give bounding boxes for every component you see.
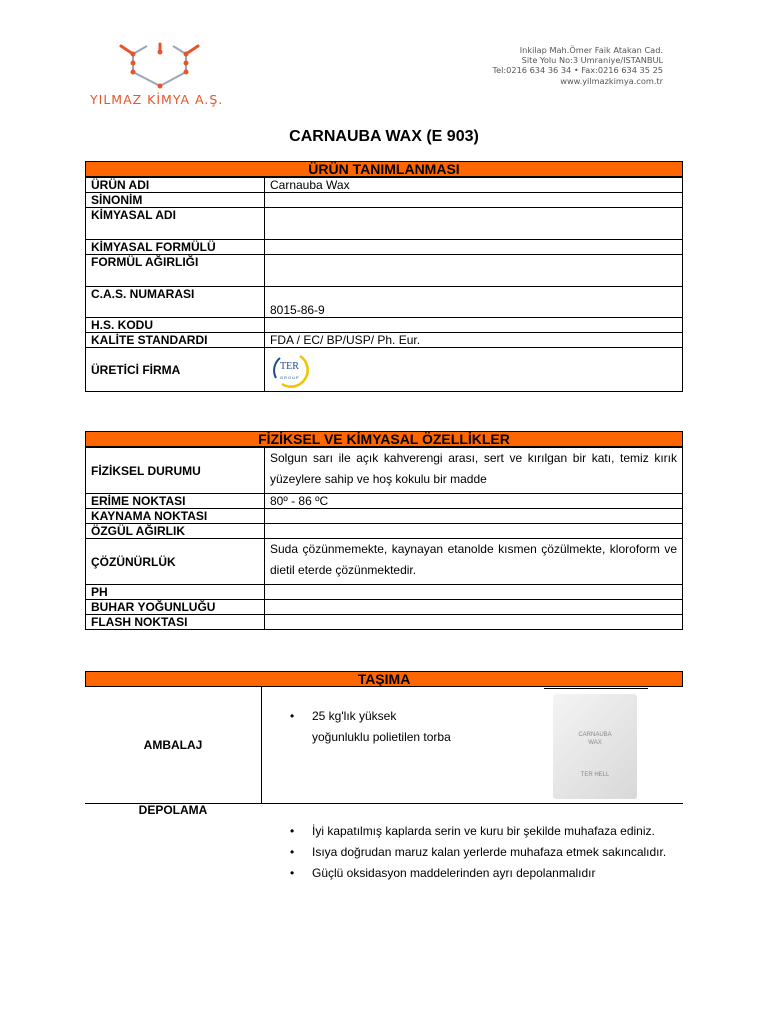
table-row (86, 208, 683, 240)
table-row (86, 539, 683, 585)
bag-label: TER HELL (580, 772, 610, 778)
storage-list (288, 821, 676, 884)
table-row (86, 193, 683, 208)
table-row (86, 600, 683, 615)
list-item (288, 706, 518, 748)
row-value (265, 318, 683, 333)
row-value (265, 240, 683, 255)
row-value (265, 348, 683, 392)
row-value (265, 585, 683, 600)
table-row (86, 287, 683, 318)
table-row (86, 448, 683, 494)
divider (544, 688, 648, 689)
row-label: PH (86, 585, 265, 600)
table-row (86, 333, 683, 348)
row-value: Carnauba Wax (265, 178, 683, 193)
row-label: SİNONİM (86, 193, 265, 208)
document-title: CARNAUBA WAX (E 903) (289, 128, 479, 145)
row-value (265, 509, 683, 524)
row-value (265, 193, 683, 208)
physical-section-header: FİZİKSEL VE KİMYASAL ÖZELLİKLER (85, 431, 683, 447)
company-name: YILMAZ KİMYA A.Ş. (90, 92, 224, 107)
molecule-logo-icon (116, 42, 206, 90)
address-phone-line: Tel:0216 634 36 34 • Fax:0216 634 35 25 (492, 65, 663, 76)
table-row (86, 255, 683, 287)
row-label: KİMYASAL FORMÜLÜ (86, 240, 265, 255)
divider (261, 687, 262, 803)
row-label: FLASH NOKTASI (86, 615, 265, 630)
ter-logo-subtext: GROUP (280, 375, 300, 380)
table-row (86, 585, 683, 600)
list-item: • Güçlü oksidasyon maddelerinden ayrı depolanmalıdır (288, 863, 676, 884)
row-label: BUHAR YOĞUNLUĞU (86, 600, 265, 615)
row-value (265, 524, 683, 539)
table-row (86, 240, 683, 255)
table-row (86, 178, 683, 193)
row-value (265, 208, 683, 240)
row-label: ÜRETİCİ FİRMA (86, 348, 265, 392)
table-row (86, 494, 683, 509)
row-label: FİZİKSEL DURUMU (86, 448, 265, 494)
address-line: Inkilap Mah.Ömer Faik Atakan Cad. (519, 45, 663, 55)
product-table (85, 177, 683, 392)
row-value: Suda çözünmemekte, kaynayan etanolde kısmen çözülmekte, kloroform ve dietil eterde çözünmektedir. (265, 539, 683, 585)
list-item-text: yoğunluklu polietilen torba (312, 730, 451, 744)
table-row (86, 348, 683, 392)
row-label: ÖZGÜL AĞIRLIK (86, 524, 265, 539)
row-value (265, 255, 683, 287)
list-item: • Isıya doğrudan maruz kalan yerlerde muhafaza etmek sakıncalıdır. (288, 842, 676, 863)
table-row (86, 509, 683, 524)
bag-photo (553, 694, 637, 799)
table-row (86, 615, 683, 630)
list-item-text: 25 kg'lık yüksek (312, 709, 397, 723)
row-label: ERİME NOKTASI (86, 494, 265, 509)
row-label: ÜRÜN ADI (86, 178, 265, 193)
ter-logo-text: TER (280, 361, 299, 372)
packaging-label: AMBALAJ (143, 738, 203, 752)
product-section-header: ÜRÜN TANIMLANMASI (85, 161, 683, 177)
row-value: 8015-86-9 (265, 287, 683, 318)
row-value: FDA / EC/ BP/USP/ Ph. Eur. (265, 333, 683, 348)
row-value: 80º - 86 ºC (265, 494, 683, 509)
physical-table (85, 447, 683, 630)
row-label: C.A.S. NUMARASI (86, 287, 265, 318)
row-value (265, 600, 683, 615)
bag-label: CARNAUBA (578, 732, 612, 738)
table-row (86, 318, 683, 333)
row-label: ÇÖZÜNÜRLÜK (86, 539, 265, 585)
transport-section-header: TAŞIMA (85, 671, 683, 687)
packaging-list (288, 706, 518, 748)
address-website-line: www.yilmazkimya.com.tr (560, 75, 663, 86)
storage-label: DEPOLAMA (138, 803, 208, 817)
table-row (86, 524, 683, 539)
row-label: KİMYASAL ADI (86, 208, 265, 240)
company-address (492, 45, 663, 86)
row-label: FORMÜL AĞIRLIĞI (86, 255, 265, 287)
row-label: KAYNAMA NOKTASI (86, 509, 265, 524)
row-label: H.S. KODU (86, 318, 265, 333)
ter-group-logo-icon (270, 352, 316, 388)
list-item: • İyi kapatılmış kaplarda serin ve kuru bir şekilde muhafaza ediniz. (288, 821, 676, 842)
company-logo (88, 42, 248, 112)
address-line: Site Yolu No:3 Umraniye/ISTANBUL (521, 55, 663, 66)
row-label: KALİTE STANDARDI (86, 333, 265, 348)
row-value (265, 615, 683, 630)
bag-label: WAX (588, 740, 602, 746)
row-value: Solgun sarı ile açık kahverengi arası, sert ve kırılgan bir katı, temiz kırık yüzeylere sahip ve hoş kokulu bir madde (265, 448, 683, 494)
